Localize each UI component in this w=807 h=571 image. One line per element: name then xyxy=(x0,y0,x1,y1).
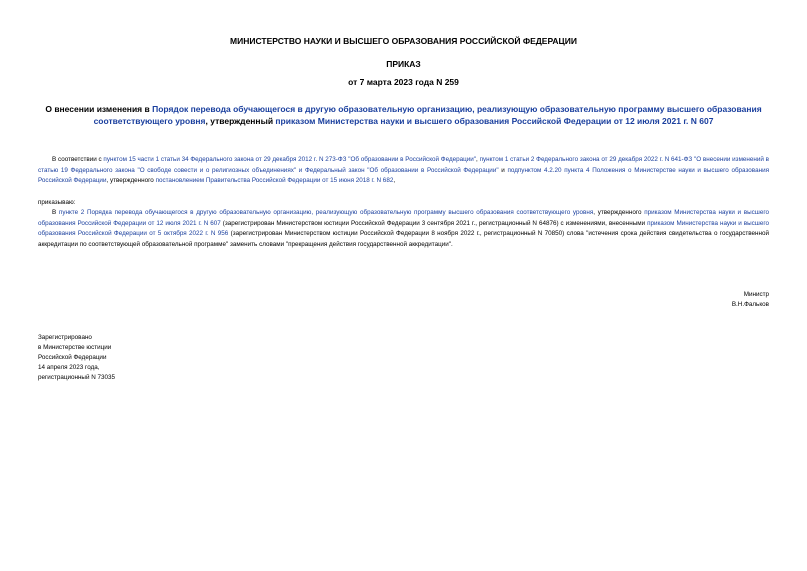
order-word: приказываю: xyxy=(38,199,76,206)
registration-line: в Министерстве юстиции xyxy=(38,344,112,351)
document-date-number: от 7 марта 2023 года N 259 xyxy=(348,77,459,87)
preamble-text: , xyxy=(393,177,396,184)
link-order-956[interactable]: приказом Министерства науки и высшего образования Российской Федерации от 5 октября 2022 г. N 956 xyxy=(38,219,769,237)
title-link-order[interactable]: приказом Министерства науки и высшего образования Российской Федерации от 12 июля 2021 г. N 607 xyxy=(275,116,714,126)
document-type: ПРИКАЗ xyxy=(386,59,421,69)
registration-date: 14 апреля 2023 года, xyxy=(38,364,100,371)
registration-line: Зарегистрировано xyxy=(38,334,92,341)
title-text: , утвержденный xyxy=(205,116,276,126)
preamble-paragraph xyxy=(38,155,769,187)
link-order-607[interactable]: приказом Министерства науки и высшего образования Российской Федерации от 12 июля 2021 г. N 607 xyxy=(38,209,769,227)
registration-block xyxy=(38,333,115,383)
ministry-heading: МИНИСТЕРСТВО НАУКИ И ВЫСШЕГО ОБРАЗОВАНИЯ РОССИЙСКОЙ ФЕДЕРАЦИИ xyxy=(230,36,577,46)
registration-line: Российской Федерации xyxy=(38,354,107,361)
preamble-text: , xyxy=(476,156,480,163)
clause-text: В xyxy=(52,209,59,216)
title-text: О внесении изменения в xyxy=(45,104,153,114)
preamble-text: и xyxy=(498,166,508,174)
clause-paragraph xyxy=(38,208,769,250)
signature-block xyxy=(732,290,769,310)
preamble-text: В соответствии с xyxy=(52,156,104,163)
signatory-name: В.Н.Фальков xyxy=(731,301,769,308)
link-procedure-point-2[interactable]: пункте 2 Порядка перевода обучающегося в другую образовательную организацию, реализующую образовательную программу высшего образования соответствующего уровня xyxy=(58,209,594,216)
link-law-641[interactable]: пунктом 1 статьи 2 Федерального закона от 29 декабря 2022 г. N 641-ФЗ "О внесении изменений в статью 19 Федерального закона "О свободе совести и о религиозных объединениях" и Федеральный закон "Об образовании в Российской Федерации" xyxy=(38,156,770,174)
title-link-procedure[interactable]: Порядок перевода обучающегося в другую образовательную организацию, реализующую образовательную программу высшего образования соответствующего уровня xyxy=(93,104,762,126)
document-title xyxy=(40,103,767,127)
clause-text: (зарегистрирован Министерством юстиции Российской Федерации 3 сентября 2021 г., регистрационный N 64876) с изменениями, внесенными xyxy=(220,219,648,227)
registration-number: регистрационный N 73035 xyxy=(38,374,116,381)
link-resolution-682[interactable]: постановлением Правительства Российской Федерации от 15 июня 2018 г. N 682 xyxy=(155,177,394,184)
signatory-position: Министр xyxy=(743,291,769,298)
link-law-273[interactable]: пунктом 15 части 1 статьи 34 Федерального закона от 29 декабря 2012 г. N 273-ФЗ "Об образовании в Российской Федерации" xyxy=(103,156,477,163)
preamble-text: , утвержденного xyxy=(106,177,156,184)
clause-text: (зарегистрирован Министерством юстиции Российской Федерации 8 ноября 2022 г., регистрационный N 70850) слова "истечения срока действия свидетельства о государственной аккредитации по соответствующей образовательной программе" заменить словами "прекращения действия государственной аккредитации". xyxy=(38,230,769,248)
clause-text: , утвержденного xyxy=(593,209,645,216)
link-regulation-4-2-20[interactable]: подпунктом 4.2.20 пункта 4 Положения о Министерстве науки и высшего образования Российской Федерации xyxy=(38,166,769,184)
